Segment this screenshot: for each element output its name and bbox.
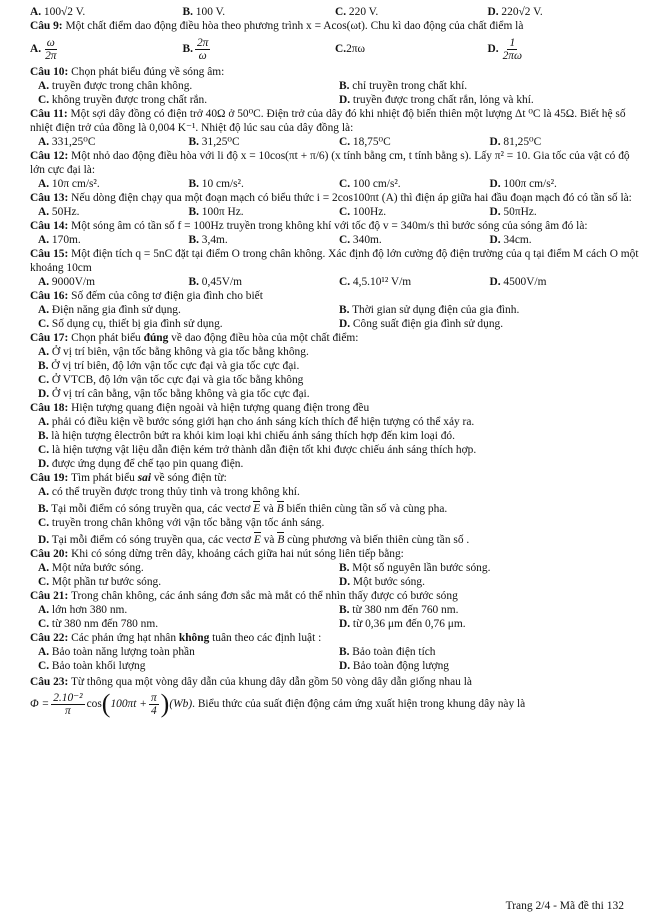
q9-b-num: 2π — [196, 36, 209, 49]
q20-options — [30, 561, 640, 589]
q17-text-pre: Chọn phát biểu — [71, 332, 144, 344]
q10-option-c: C. không truyền được trong chất rắn. — [38, 94, 208, 106]
q15-option-c: C. 4,5.10¹² V/m — [339, 276, 412, 288]
q12-options — [30, 177, 640, 191]
page-footer: Trang 2/4 - Mã đề thi 132 — [505, 900, 624, 912]
q19-option-a: A. có thể truyền được trong thủy tinh và trong không khí. — [38, 486, 300, 498]
q9-d-num: 1 — [509, 36, 516, 49]
q18-option-d: D. được ứng dụng để chế tạo pin quang điện. — [38, 458, 244, 470]
q19-d-vector-b: B — [277, 534, 285, 546]
q13-option-b: B. 100π Hz. — [188, 206, 244, 218]
question-12 — [30, 149, 640, 191]
q23-left-paren: ( — [101, 689, 111, 718]
q18-options — [30, 415, 640, 471]
q9-text: Một chất điểm dao động điều hòa theo phương trình x = Acos(ωt). Chu kì dao động của chất điểm là — [65, 20, 524, 32]
q21-option-d: D. từ 0,36 μm đến 0,76 μm. — [339, 618, 466, 630]
q8-option-a: A. 100√2 V. — [30, 6, 86, 18]
q12-number: Câu 12: — [30, 150, 69, 162]
q23-equation — [30, 691, 640, 717]
q9-b-label: B. — [182, 43, 193, 55]
question-22 — [30, 631, 640, 673]
q19-option-d — [38, 533, 640, 547]
q9-number: Câu 9: — [30, 20, 63, 32]
q12-text: Một nhỏ dao động điều hòa với li độ x = 10cos(πt + π/6) (x tính bằng cm, t tính bằng s). Lấy π² = 10. Gia tốc của vật có độ lớn cực đại là: — [30, 150, 630, 176]
q10-option-d: D. truyền được trong chất rắn, lỏng và khí. — [339, 94, 534, 106]
q23-right-paren: ) — [160, 689, 170, 718]
q15-options — [30, 275, 640, 289]
q13-option-d: D. 50πHz. — [489, 206, 537, 218]
q19-d-pre: D. Tại mỗi điểm có sóng truyền qua, các vectơ — [38, 534, 252, 546]
question-15 — [30, 247, 640, 289]
q9-options — [30, 33, 640, 65]
q16-option-a: A. Điện năng gia đình sử dụng. — [38, 304, 181, 316]
q21-option-a: A. lớn hơn 380 nm. — [38, 604, 128, 616]
q14-number: Câu 14: — [30, 220, 69, 232]
q19-b-post: biến thiên cùng tần số và cùng pha. — [286, 503, 448, 515]
q16-option-b: B. Thời gian sử dụng điện của gia đình. — [339, 304, 520, 316]
question-14 — [30, 219, 640, 247]
q22-option-d: D. Bảo toàn động lượng — [339, 660, 449, 672]
q18-option-b: B. là hiện tượng êlectrôn bứt ra khỏi kim loại khi chiếu ánh sáng thích hợp đến kim loại đó. — [38, 430, 455, 442]
q17-text-bold: đúng — [143, 332, 169, 344]
q14-option-d: D. 34cm. — [489, 234, 532, 246]
question-10 — [30, 65, 640, 107]
q22-number: Câu 22: — [30, 632, 69, 644]
q18-option-c: C. là hiện tượng vật liệu dẫn điện kém trở thành dẫn điện tốt khi được chiếu ánh sáng thích hợp. — [38, 444, 477, 456]
q9-b-den: ω — [198, 49, 207, 62]
q12-option-a: A. 10π cm/s². — [38, 178, 100, 190]
q19-b-pre: B. Tại mỗi điểm có sóng truyền qua, các vectơ — [38, 503, 251, 515]
q16-options — [30, 303, 640, 331]
q11-option-a: A. 331,25⁰C — [38, 136, 96, 148]
question-13 — [30, 191, 640, 219]
q12-option-b: B. 10 cm/s². — [188, 178, 244, 190]
q21-number: Câu 21: — [30, 590, 69, 602]
q19-text-post: về sóng điện từ: — [151, 472, 227, 484]
q20-number: Câu 20: — [30, 548, 69, 560]
q10-options — [30, 79, 640, 107]
q9-a-num: ω — [46, 36, 55, 49]
q19-d-post: cùng phương và biến thiên cùng tần số . — [287, 534, 470, 546]
q12-option-d: D. 100π cm/s². — [489, 178, 557, 190]
q14-option-a: A. 170m. — [38, 234, 81, 246]
q12-option-c: C. 100 cm/s². — [339, 178, 401, 190]
question-20 — [30, 547, 640, 589]
q17-option-c: C. Ở VTCB, độ lớn vận tốc cực đại và gia tốc bằng không — [38, 374, 304, 386]
question-16 — [30, 289, 640, 331]
q15-option-b: B. 0,45V/m — [188, 276, 242, 288]
q9-option-c: C. 2πω — [335, 43, 366, 55]
q9-option-a — [30, 37, 183, 62]
q23-frac2-num: π — [150, 691, 157, 704]
question-21 — [30, 589, 640, 631]
q17-options — [30, 345, 640, 401]
q20-text: Khi có sóng dừng trên dây, khoảng cách giữa hai nút sóng liên tiếp bằng: — [71, 548, 404, 560]
q20-option-a: A. Một nửa bước sóng. — [38, 562, 144, 574]
q11-option-c: C. 18,75⁰C — [339, 136, 391, 148]
q19-d-vector-e: E — [253, 534, 261, 546]
q13-number: Câu 13: — [30, 192, 69, 204]
question-17 — [30, 331, 640, 401]
q19-options — [30, 485, 640, 547]
q13-option-c: C. 100Hz. — [339, 206, 387, 218]
q13-option-a: A. 50Hz. — [38, 206, 80, 218]
q23-unit: (Wb) — [169, 698, 193, 710]
q9-b-fraction — [195, 37, 210, 62]
q11-option-d: D. 81,25⁰C — [489, 136, 542, 148]
question-23 — [30, 675, 640, 717]
q15-option-a: A. 9000V/m — [38, 276, 95, 288]
q19-number: Câu 19: — [30, 472, 69, 484]
q23-phi: Φ = — [30, 698, 50, 710]
q23-fraction-amplitude — [51, 692, 84, 717]
q23-fraction-phase — [149, 692, 159, 717]
q16-number: Câu 16: — [30, 290, 69, 302]
q11-option-b: B. 31,25⁰C — [188, 136, 240, 148]
q15-option-d: D. 4500V/m — [489, 276, 547, 288]
q23-tail: . Biểu thức của suất điện động cảm ứng xuất hiện trong khung dây này là — [192, 698, 526, 710]
q14-option-c: C. 340m. — [339, 234, 382, 246]
q15-number: Câu 15: — [30, 248, 69, 260]
q21-options — [30, 603, 640, 631]
q16-option-c: C. Số dụng cụ, thiết bị gia đình sử dụng. — [38, 318, 223, 330]
q9-a-fraction — [43, 37, 58, 62]
q19-text-pre: Tìm phát biểu — [70, 472, 138, 484]
question-11 — [30, 107, 640, 149]
q14-options — [30, 233, 640, 247]
q19-option-c: C. truyền trong chân không với vận tốc bằng vận tốc ánh sáng. — [38, 517, 325, 529]
question-19 — [30, 471, 640, 547]
q17-option-b: B. Ở vị trí biên, độ lớn vận tốc cực đại và gia tốc cực đại. — [38, 360, 300, 372]
q20-option-b: B. Một số nguyên lần bước sóng. — [339, 562, 491, 574]
q19-b-vector-e: E — [253, 503, 261, 515]
q8-options — [30, 5, 640, 19]
q10-text: Chọn phát biểu đúng về sóng âm: — [71, 66, 225, 78]
q9-a-label: A. — [30, 43, 42, 55]
q23-inner: 100πt + — [110, 698, 147, 710]
q19-d-mid: và — [263, 534, 275, 546]
q22-option-a: A. Bảo toàn năng lượng toàn phần — [38, 646, 195, 658]
q23-number: Câu 23: — [30, 676, 69, 688]
q18-option-a: A. phải có điều kiện về bước sóng giới hạn cho ánh sáng kích thích để hiện tượng có thể xảy ra. — [38, 416, 475, 428]
q16-option-d: D. Công suất điện gia đình sử dụng. — [339, 318, 504, 330]
q19-text-bold: sai — [137, 472, 151, 484]
q15-text: Một điện tích q = 5nC đặt tại điểm O trong chân không. Xác định độ lớn cường độ điện trường của q tại điểm M cách O một khoảng 10cm — [30, 248, 639, 274]
q8-option-b: B. 100 V. — [182, 6, 226, 18]
q22-options — [30, 645, 640, 673]
q13-text: Nếu dòng điện chạy qua một đoạn mạch có biểu thức i = 2cos100πt (A) thì điện áp giữa hai đầu đoạn mạch đó có tần số là: — [71, 192, 632, 204]
q22-text-pre: Các phản ứng hạt nhân — [71, 632, 179, 644]
q18-text: Hiện tượng quang điện ngoài và hiện tượng quang điện trong đều — [71, 402, 370, 414]
q9-d-den: 2πω — [502, 49, 523, 62]
q22-text-post: tuân theo các định luật : — [209, 632, 322, 644]
q9-option-d — [488, 37, 641, 62]
q16-text: Số đếm của công tơ điện gia đình cho biết — [71, 290, 263, 302]
q9-d-fraction — [501, 37, 524, 62]
q21-option-b: B. từ 380 nm đến 760 nm. — [339, 604, 459, 616]
q23-frac1-den: π — [65, 704, 71, 717]
q10-number: Câu 10: — [30, 66, 69, 78]
q8-option-d: D. 220√2 V. — [487, 6, 543, 18]
q23-frac2-den: 4 — [150, 704, 157, 717]
q17-option-d: D. Ở vị trí cân bằng, vận tốc bằng không và gia tốc cực đại. — [38, 388, 310, 400]
q10-option-a: A. truyền được trong chân không. — [38, 80, 193, 92]
q9-d-label: D. — [487, 43, 499, 55]
q14-text: Một sóng âm có tần số f = 100Hz truyền trong không khí với tốc độ v = 340m/s thì bước sóng của sóng âm đó là: — [71, 220, 588, 232]
q11-text: Một sợi dây đồng có điện trở 40Ω ở 50⁰C. Điện trở của dây đó khi nhiệt độ biến thiên một lượng Δt ⁰C là 45Ω. Biết hệ số nhiệt điện trở của đồng là 0,004 K⁻¹. Nhiệt độ lúc sau của dây đồng là: — [30, 108, 626, 134]
q22-option-b: B. Bảo toàn điện tích — [339, 646, 436, 658]
q23-cos: cos — [86, 698, 102, 710]
q22-text-bold: không — [178, 632, 210, 644]
q10-option-b: B. chỉ truyền trong chất khí. — [339, 80, 468, 92]
question-9 — [30, 19, 640, 65]
q14-option-b: B. 3,4m. — [188, 234, 228, 246]
q9-option-b — [183, 37, 336, 62]
q17-number: Câu 17: — [30, 332, 69, 344]
q21-option-c: C. từ 380 nm đến 780 nm. — [38, 618, 159, 630]
q13-options — [30, 205, 640, 219]
q23-frac1-num: 2.10⁻² — [53, 691, 83, 704]
q20-option-d: D. Một bước sóng. — [339, 576, 425, 588]
q22-option-c: C. Bảo toàn khối lượng — [38, 660, 146, 672]
q23-text: Từ thông qua một vòng dây dẫn của khung dây dẫn gồm 50 vòng dây dẫn giống nhau là — [70, 676, 472, 688]
q11-options — [30, 135, 640, 149]
q8-option-c: C. 220 V. — [335, 6, 379, 18]
question-18 — [30, 401, 640, 471]
q17-option-a: A. Ở vị trí biên, vận tốc bằng không và gia tốc bằng không. — [38, 346, 309, 358]
q19-b-vector-b: B — [276, 503, 284, 515]
q21-text: Trong chân không, các ánh sáng đơn sắc mà mắt có thể nhìn thấy được có bước sóng — [70, 590, 458, 602]
q17-text-post: về dao động điều hòa của một chất điểm: — [168, 332, 359, 344]
q11-number: Câu 11: — [30, 108, 68, 120]
q18-number: Câu 18: — [30, 402, 69, 414]
q20-option-c: C. Một phần tư bước sóng. — [38, 576, 162, 588]
q19-option-b — [38, 502, 640, 516]
q9-a-den: 2π — [45, 49, 57, 62]
q19-b-mid: và — [263, 503, 274, 515]
